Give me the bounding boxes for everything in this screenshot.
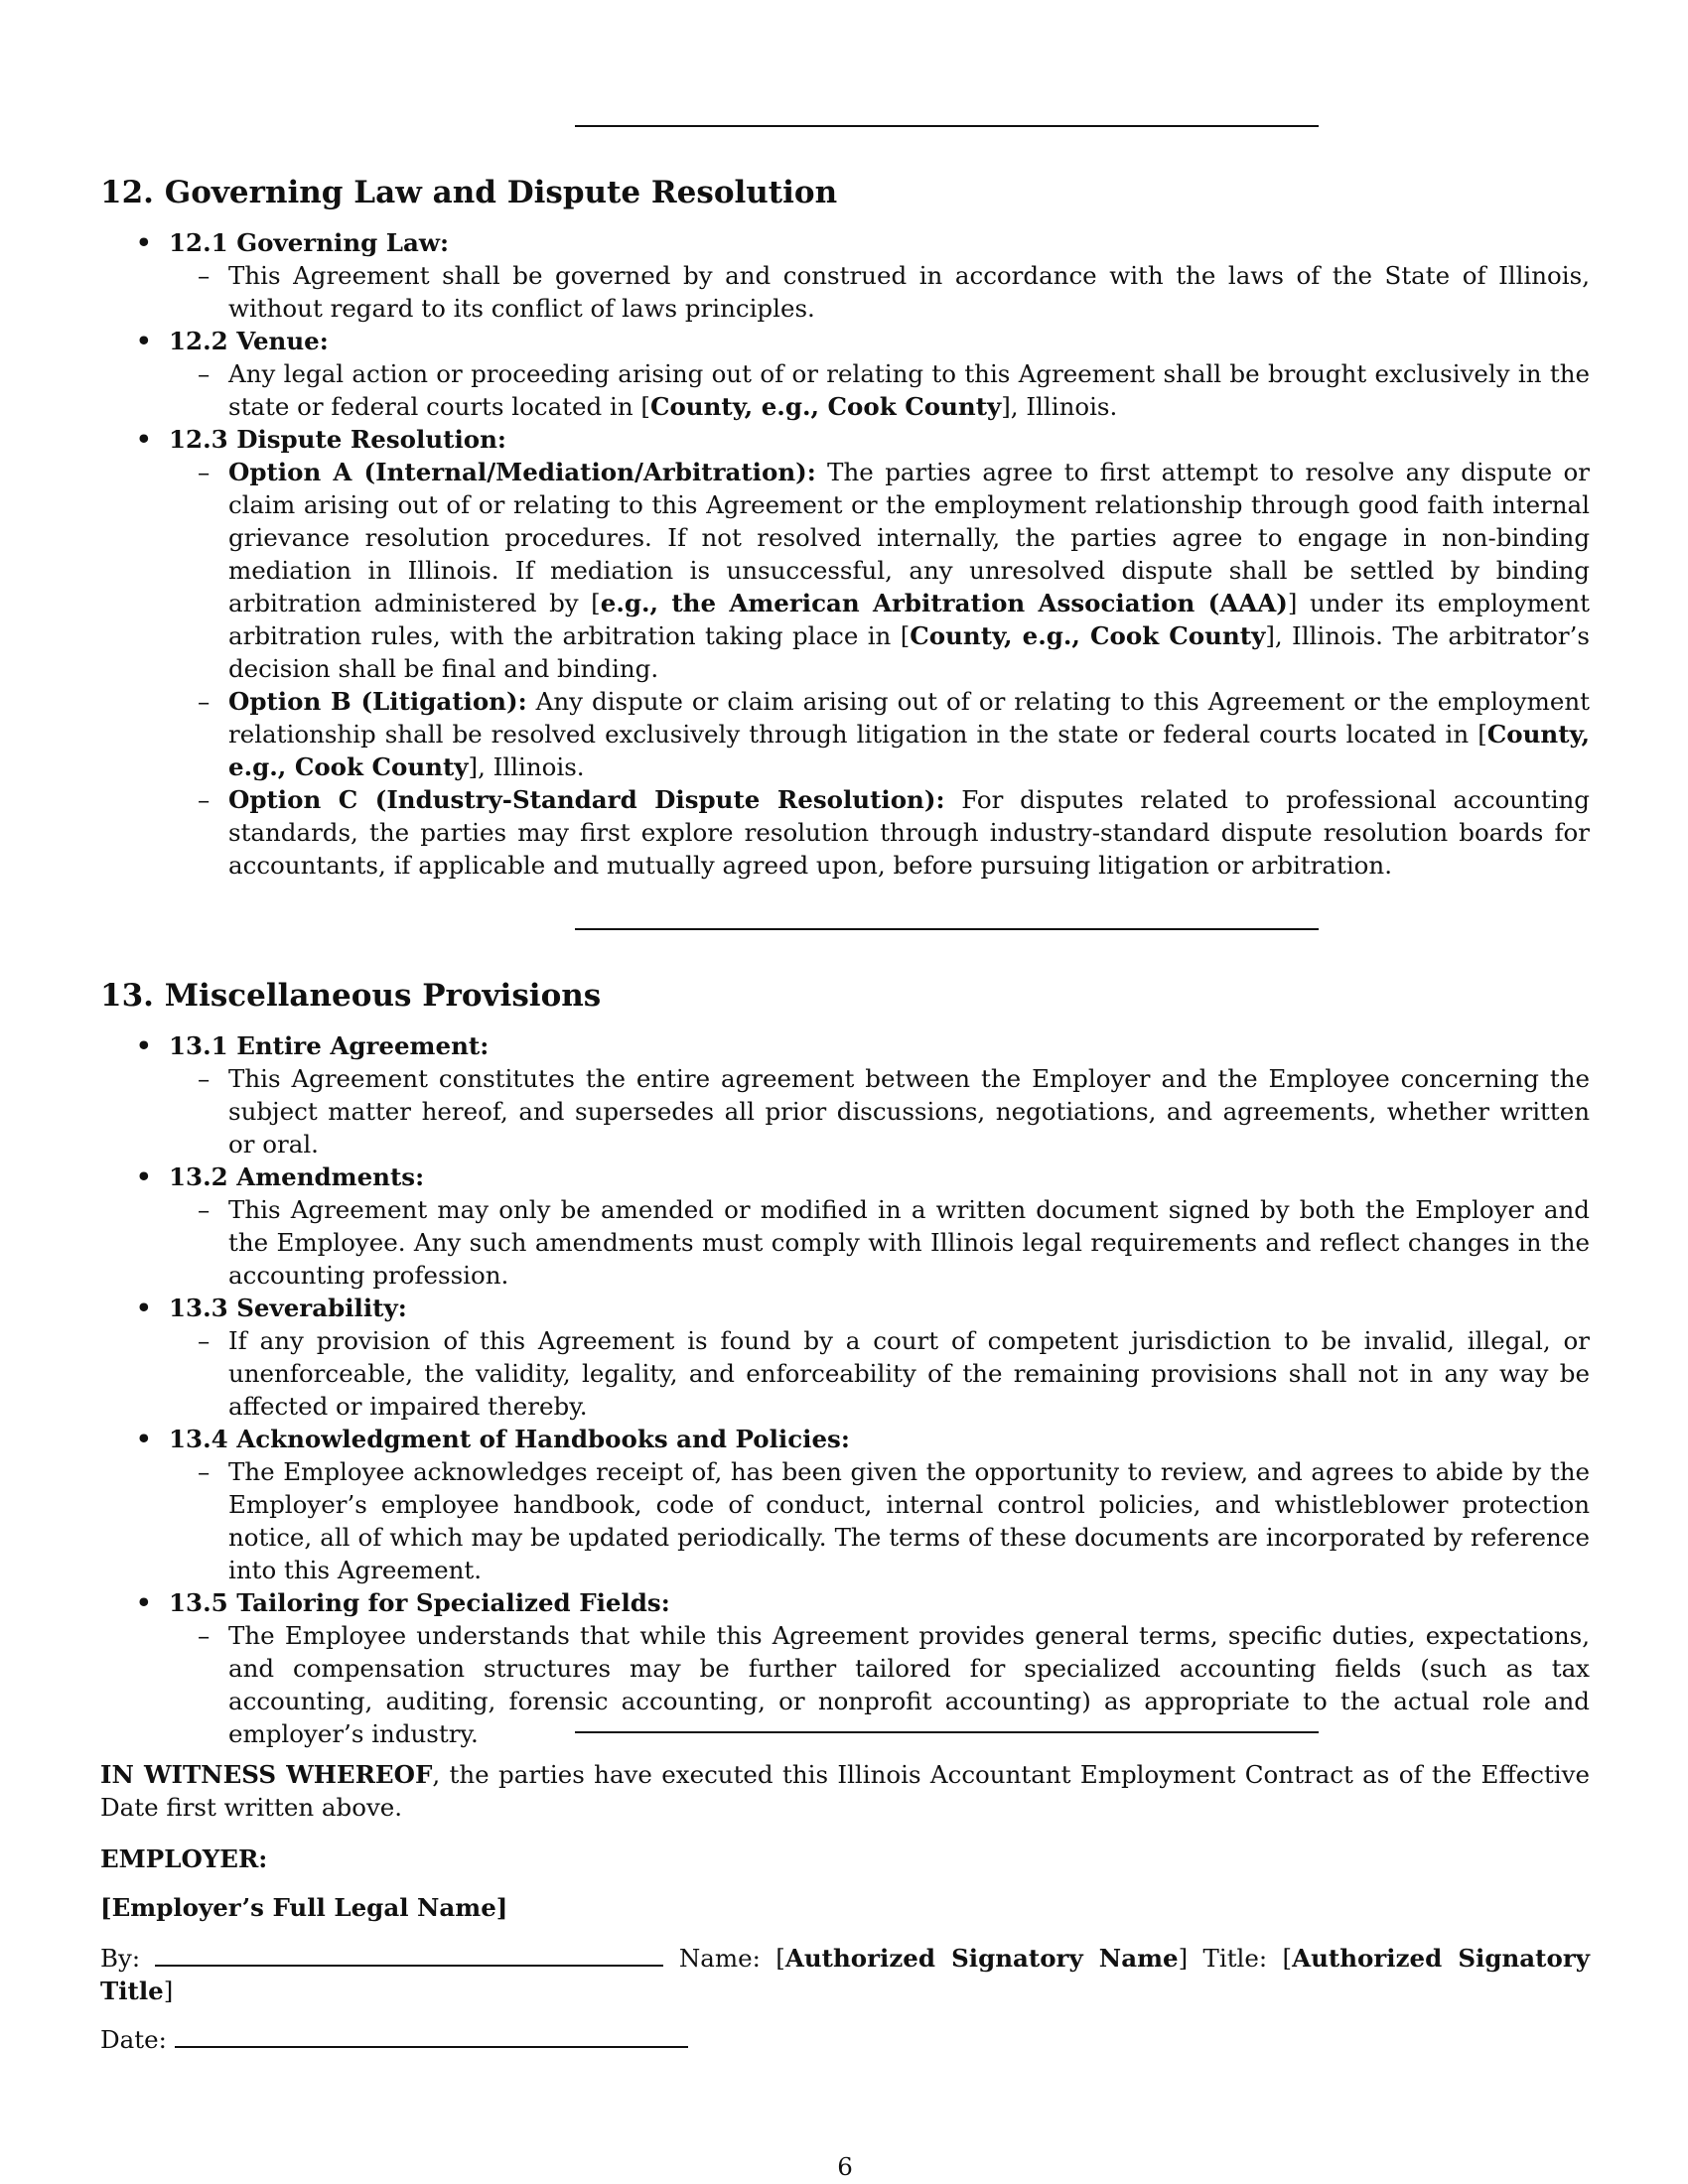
clause-text: – This Agreement shall be governed by and construed in accordance with the laws of the State of Illinois, without regard to its conflict of laws principles. — [169, 259, 1590, 325]
clause-12-3 — [100, 423, 1590, 882]
option-a: – Option A (Internal/Mediation/Arbitration): The parties agree to first attempt to resolve any dispute or claim arising out of or relating to this Agreement or the employment relationship through good faith internal grievance resolution procedures. If not resolved internally, the parties agree to engage in non-binding mediation in Illinois. If mediation is unsuccessful, any unresolved dispute shall be settled by binding arbitration administered by [e.g., the American Arbitration Association (AAA)] under its employment arbitration rules, with the arbitration taking place in [County, e.g., Cook County], Illinois. The arbitrator’s decision shall be final and binding. — [169, 456, 1590, 685]
clause-title: • 13.4 Acknowledgment of Handbooks and Policies: — [169, 1425, 850, 1453]
signature-by-line: By: Name: [Authorized Signatory Name] Title: [Authorized Signatory Title] — [100, 1941, 1590, 2007]
placeholder-county: County, e.g., Cook County — [910, 621, 1266, 650]
clause-title: • 13.2 Amendments: — [169, 1162, 425, 1191]
clause-text: – The Employee acknowledges receipt of, has been given the opportunity to review, and agrees to abide by the Employer’s employee handbook, code of conduct, internal control policies, and whistleblower protection notice, all of which may be updated periodically. The terms of these documents are incorporated by reference into this Agreement. — [169, 1455, 1590, 1586]
clause-text: – This Agreement constitutes the entire agreement between the Employer and the Employee concerning the subject matter hereof, and supersedes all prior discussions, negotiations, and agreements, whether written or oral. — [169, 1062, 1590, 1160]
clause-13-1 — [100, 1029, 1590, 1160]
clause-12-2 — [100, 325, 1590, 423]
clause-13-2 — [100, 1160, 1590, 1292]
employer-label: EMPLOYER: — [100, 1844, 268, 1873]
placeholder-arbitrator: e.g., the American Arbitration Association (AAA) — [600, 589, 1288, 617]
clause-12-1 — [100, 226, 1590, 325]
clause-text: – The Employee understands that while this Agreement provides general terms, specific duties, expectations, and compensation structures may be further tailored for specialized accounting fields (such as tax accounting, auditing, forensic accounting, or nonprofit accounting) as appropriate to the actual role and employer’s industry. — [169, 1619, 1590, 1750]
clause-text: – This Agreement may only be amended or modified in a written document signed by both the Employer and the Employee. Any such amendments must comply with Illinois legal requirements and reflect changes in the accounting profession. — [169, 1193, 1590, 1292]
employer-name: [Employer’s Full Legal Name] — [100, 1893, 508, 1922]
clause-title: • 13.5 Tailoring for Specialized Fields: — [169, 1588, 670, 1617]
section-12-body — [100, 226, 1590, 882]
section-13-title: 13. Miscellaneous Provisions — [100, 978, 602, 1014]
clause-title: • 12.1 Governing Law: — [169, 228, 450, 257]
clause-title: • 12.3 Dispute Resolution: — [169, 425, 506, 454]
section-12-title: 12. Governing Law and Dispute Resolution — [100, 175, 838, 210]
option-label: Option C (Industry-Standard Dispute Resolution): — [228, 785, 945, 814]
clause-13-4 — [100, 1423, 1590, 1586]
option-label: Option A (Internal/Mediation/Arbitration): — [228, 458, 816, 486]
placeholder-county: County, e.g., Cook County — [649, 392, 1002, 421]
section-13-body — [100, 1029, 1590, 1750]
page-number: 6 — [837, 2152, 853, 2181]
clause-13-3 — [100, 1292, 1590, 1423]
section-divider — [575, 125, 1319, 127]
signature-date-line: Date: — [100, 2022, 1590, 2056]
clause-text: – Any legal action or proceeding arising out of or relating to this Agreement shall be brought exclusively in the state or federal courts located in [County, e.g., Cook County], Illinois. — [169, 357, 1590, 423]
clause-title: • 13.3 Severability: — [169, 1294, 407, 1322]
section-divider — [575, 928, 1319, 930]
date-signature-field[interactable] — [175, 2022, 688, 2048]
placeholder-signatory-title: Authorized Signatory Title — [100, 1944, 1590, 2005]
clause-title: • 13.1 Entire Agreement: — [169, 1031, 490, 1060]
witness-paragraph: IN WITNESS WHEREOF, the parties have executed this Illinois Accountant Employment Contract as of the Effective Date first written above. — [100, 1760, 1590, 1822]
option-b: – Option B (Litigation): Any dispute or claim arising out of or relating to this Agreement or the employment relationship shall be resolved exclusively through litigation in the state or federal courts located in [County, e.g., Cook County], Illinois. — [169, 685, 1590, 783]
by-signature-field[interactable] — [155, 1941, 663, 1967]
clause-text: – If any provision of this Agreement is found by a court of competent jurisdiction to be invalid, illegal, or unenforceable, the validity, legality, and enforceability of the remaining provisions shall not in any way be affected or impaired thereby. — [169, 1324, 1590, 1423]
option-c: – Option C (Industry-Standard Dispute Resolution): For disputes related to professional accounting standards, the parties may first explore resolution through industry-standard dispute resolution boards for accountants, if applicable and mutually agreed upon, before pursuing litigation or arbitration. — [169, 783, 1590, 882]
witness-lead: IN WITNESS WHEREOF — [100, 1760, 433, 1789]
option-label: Option B (Litigation): — [228, 687, 527, 716]
clause-13-5 — [100, 1586, 1590, 1750]
placeholder-signatory-name: Authorized Signatory Name — [784, 1944, 1179, 1973]
section-divider — [575, 1731, 1319, 1733]
placeholder-county: County, e.g., Cook County — [228, 720, 1590, 781]
clause-title: • 12.2 Venue: — [169, 327, 329, 355]
